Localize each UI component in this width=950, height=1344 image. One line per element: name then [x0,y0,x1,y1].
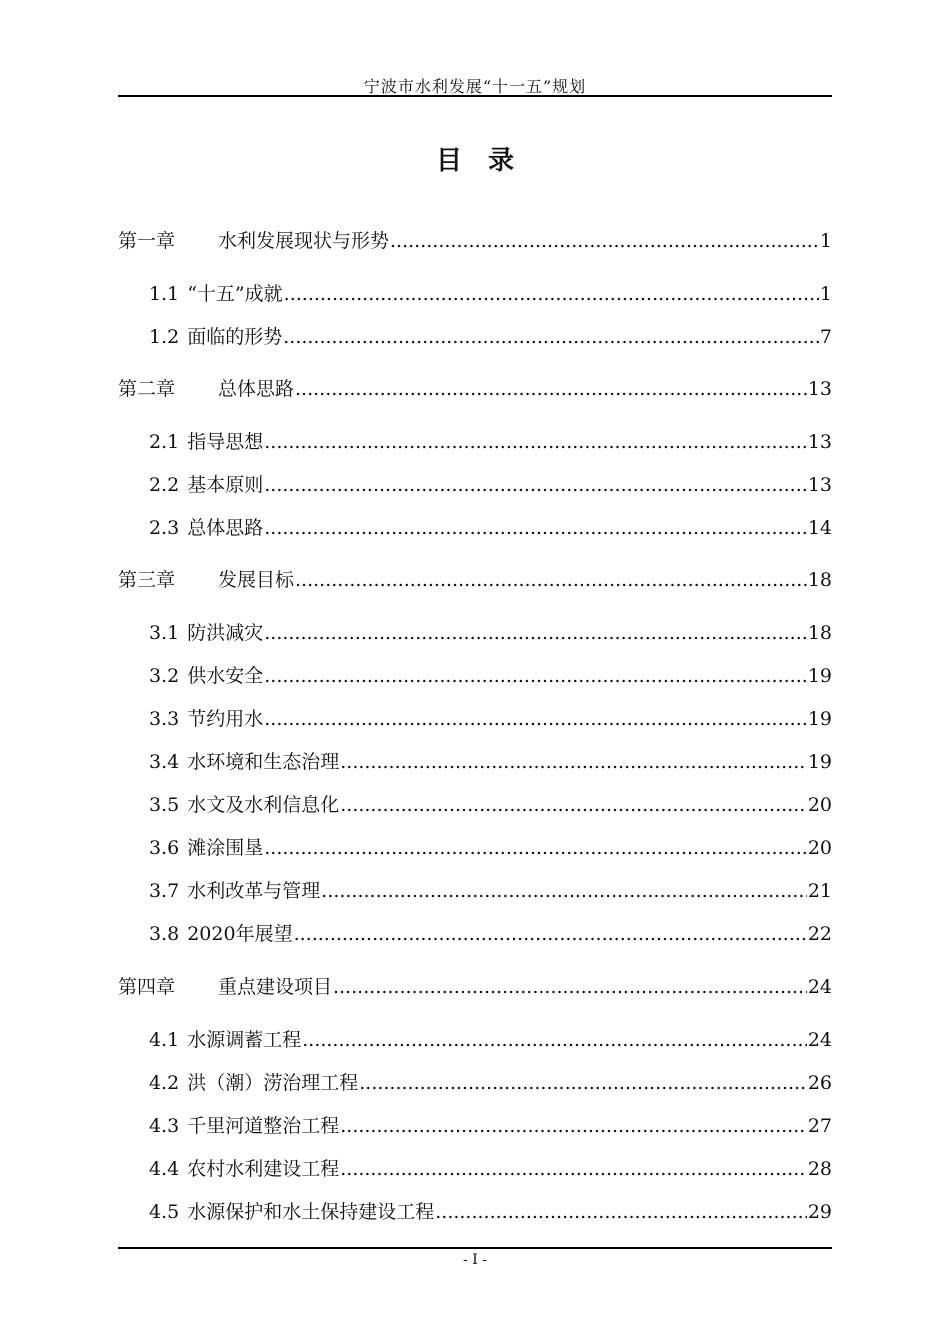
toc-entry-2-2[interactable] [149,472,832,498]
toc-entry-page: 1 [819,230,832,252]
toc-entry-number: 1.1 [149,283,180,305]
page-number: - I - [463,1252,487,1268]
toc-entry-page: 1 [819,283,832,305]
toc-entry-3-3[interactable] [149,706,832,732]
toc-entry-label: 供水安全 [187,665,264,687]
toc-entry-label: 总体思路 [187,517,264,539]
toc-entry-4-1[interactable] [149,1027,832,1053]
dot-leader [302,1027,807,1053]
toc-entry-number: 3.7 [149,880,180,902]
toc-entry-number: 4.4 [149,1158,180,1180]
dot-leader [340,792,807,818]
toc-entry-label: 水环境和生态治理 [187,751,340,773]
dot-leader [390,228,819,254]
dot-leader [283,324,819,350]
toc-entry-page: 13 [807,431,832,453]
toc-entry-3-6[interactable] [149,835,832,861]
toc-entry-number: 第二章 [118,378,176,400]
toc-entry-number: 2.2 [149,474,180,496]
toc-entry-number: 3.1 [149,622,180,644]
dot-leader [340,1156,807,1182]
toc-entry-chapter-1[interactable] [118,228,832,254]
toc-entry-1-2[interactable] [149,324,832,350]
toc-entry-2-3[interactable] [149,515,832,541]
toc-entry-3-7[interactable] [149,878,832,904]
toc-entry-chapter-4[interactable] [118,974,832,1000]
toc-entry-1-1[interactable] [149,281,832,307]
toc-entry-number: 4.1 [149,1029,180,1051]
toc-entry-page: 13 [807,474,832,496]
toc-entry-label: 2020年展望 [187,923,293,945]
toc-entry-number: 1.2 [149,326,180,348]
toc-entry-page: 19 [807,751,832,773]
toc-entry-label: 总体思路 [218,378,295,400]
toc-entry-chapter-2[interactable] [118,376,832,402]
toc-entry-label: 节约用水 [187,708,264,730]
toc-entry-3-5[interactable] [149,792,832,818]
toc-entry-page: 19 [807,708,832,730]
toc-entry-number: 3.8 [149,923,180,945]
toc-entry-3-8[interactable] [149,921,832,947]
toc-entry-page: 14 [807,517,832,539]
toc-entry-page: 27 [807,1115,832,1137]
toc-entry-label: 防洪减灾 [187,622,264,644]
toc-entry-label: 水利发展现状与形势 [218,230,390,252]
toc-entry-number: 3.3 [149,708,180,730]
dot-leader [264,706,807,732]
toc-entry-page: 18 [807,622,832,644]
toc-entry-4-3[interactable] [149,1113,832,1139]
toc-entry-label: 滩涂围垦 [187,837,264,859]
toc-entry-label: 洪（潮）涝治理工程 [187,1072,359,1094]
toc-entry-number: 4.3 [149,1115,180,1137]
toc-entry-page: 24 [807,976,832,998]
dot-leader [264,835,807,861]
dot-leader [264,515,807,541]
toc-entry-number: 第三章 [118,569,176,591]
toc-entry-3-2[interactable] [149,663,832,689]
dot-leader [435,1199,807,1225]
toc-entry-number: 4.5 [149,1201,180,1223]
toc-entry-label: 农村水利建设工程 [187,1158,340,1180]
toc-entry-label: 水利改革与管理 [187,880,321,902]
toc-entry-label: 重点建设项目 [218,976,333,998]
toc-entry-number: 2.3 [149,517,180,539]
toc-entry-label: “十五”成就 [187,283,283,305]
running-header: 宁波市水利发展“十一五”规划 [363,77,587,96]
toc-entry-number: 3.2 [149,665,180,687]
toc-entry-2-1[interactable] [149,429,832,455]
dot-leader [333,974,807,1000]
toc-entry-label: 发展目标 [218,569,295,591]
toc-entry-number: 第四章 [118,976,176,998]
toc-entry-page: 20 [807,837,832,859]
toc-entry-page: 7 [819,326,832,348]
toc-entry-page: 26 [807,1072,832,1094]
toc-entry-number: 4.2 [149,1072,180,1094]
dot-leader [295,567,807,593]
toc-entry-page: 13 [807,378,832,400]
toc-entry-4-4[interactable] [149,1156,832,1182]
toc-entry-page: 29 [807,1201,832,1223]
toc-entry-page: 21 [807,880,832,902]
dot-leader [295,376,807,402]
dot-leader [264,663,807,689]
toc-entry-label: 面临的形势 [187,326,283,348]
toc-entry-label: 基本原则 [187,474,264,496]
toc-entry-page: 24 [807,1029,832,1051]
toc-entry-3-1[interactable] [149,620,832,646]
dot-leader [340,749,807,775]
toc-entry-page: 22 [807,923,832,945]
footer-rule [118,1247,832,1249]
dot-leader [294,921,807,947]
dot-leader [321,878,807,904]
toc-entry-label: 指导思想 [187,431,264,453]
toc-entry-number: 3.6 [149,837,180,859]
toc-entry-number: 3.4 [149,751,180,773]
dot-leader [264,472,807,498]
toc-title: 目录 [435,146,540,176]
toc-entry-number: 2.1 [149,431,180,453]
toc-entry-page: 18 [807,569,832,591]
dot-leader [284,281,819,307]
dot-leader [264,429,807,455]
dot-leader [340,1113,807,1139]
toc-entry-number: 第一章 [118,230,176,252]
toc-entry-page: 28 [807,1158,832,1180]
dot-leader [359,1070,807,1096]
dot-leader [264,620,807,646]
toc-entry-page: 19 [807,665,832,687]
toc-entry-3-4[interactable] [149,749,832,775]
toc-entry-4-2[interactable] [149,1070,832,1096]
toc-entry-4-5[interactable] [149,1199,832,1225]
header-rule [118,95,832,97]
toc-entry-number: 3.5 [149,794,180,816]
toc-entry-label: 水源调蓄工程 [187,1029,302,1051]
toc-entry-label: 水源保护和水土保持建设工程 [187,1201,435,1223]
toc-entry-label: 水文及水利信息化 [187,794,340,816]
toc-entry-chapter-3[interactable] [118,567,832,593]
toc-entry-label: 千里河道整治工程 [187,1115,340,1137]
toc-entry-page: 20 [807,794,832,816]
